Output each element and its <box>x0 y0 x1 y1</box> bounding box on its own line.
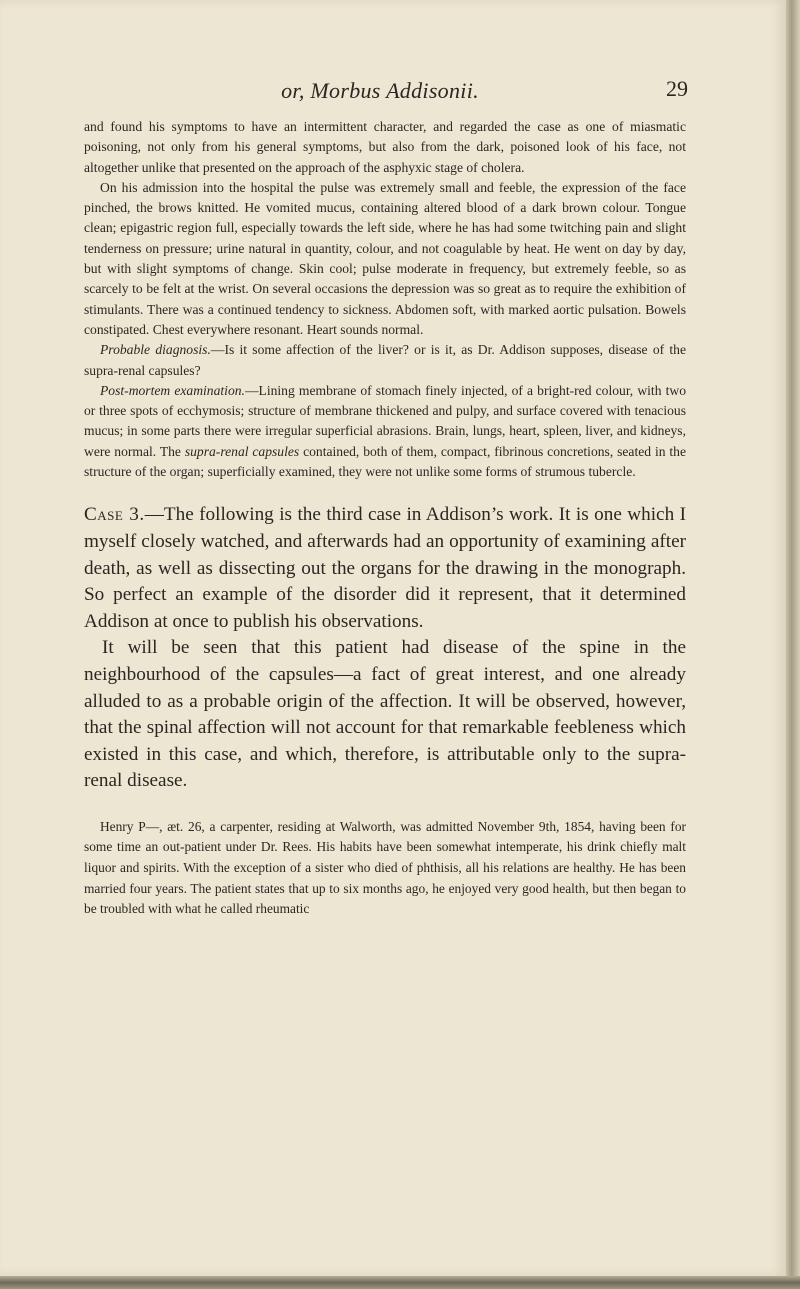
page-edge-bottom <box>0 1276 800 1289</box>
page-edge-right <box>786 0 800 1289</box>
case-3-intro-text: —The following is the third case in Addison’s work. It is one which I myself closely watched, and afterwards had an opportunity of examining after death, as well as dissecting out the organs for the drawing in the monograph. So perfect an example of the disorder did it represent, that it determined Addison at once to publish his observations. <box>84 504 687 632</box>
case-3-paragraph-2: It will be seen that this patient had disease of the spine in the neighbourhood of the capsules—a fact of great interest, and one already alluded to as a probable origin of the affection. It will be observed, however, that the spinal affection will not account for that remarkable feebleness which existed in this case, and which, therefore, is attributable only to the supra-renal disease. <box>84 637 686 792</box>
case-3-paragraph-1 <box>84 502 686 635</box>
case-2-text <box>84 117 686 482</box>
paragraph-admission: On his admission into the hospital the pulse was extremely small and feeble, the expression of the face pinched, the brows knitted. He vomited mucus, containing altered blood of a dark brown colour. Tongue clean; epigastric region full, especially towards the left side, where he has had some twitching pain and slight tenderness on pressure; urine natural in quantity, colour, and not coagulable by heat. He went on day by day, but with slight symptoms of change. Skin cool; pulse moderate in frequency, but extremely feeble, so as scarcely to be felt at the wrist. On several occasions the depression was so great as to require the exhibition of stimulants. There was a continued tendency to sickness. Abdomen soft, with marked aortic pulsation. Bowels constipated. Chest everywhere resonant. Heart sounds normal. <box>84 179 686 337</box>
diagnosis-text: —Is it some affection of the liver? or is it, as Dr. Addison supposes, disease of the supra-renal capsules? <box>84 342 686 378</box>
paragraph-history: and found his symptoms to have an intermittent character, and regarded the case as one of miasmatic poisoning, not only from his general symptoms, but also from the dark, poisoned look of his face, not altogether unlike that presented on the approach of the asphyxic stage of cholera. <box>84 119 686 175</box>
case-3-introduction <box>84 502 686 795</box>
post-mortem-text-2: contained, both of them, compact, fibrinous concretions, seated in the structure of the organ; superficially examined, they were not unlike some forms of strumous tubercle. <box>84 443 686 480</box>
paragraph-diagnosis <box>84 340 686 381</box>
post-mortem-text-1: —Lining membrane of stomach finely injected, of a bright-red colour, with two or three spots of ecchymosis; structure of membrane thickened and pulpy, and surface covered with tenacious mucus; in some parts there were irregular superficial abrasions. Brain, lungs, heart, spleen, liver, and kidneys, were normal. The <box>84 382 686 459</box>
case-3-history <box>84 817 686 920</box>
post-mortem-label: Post-mortem examination. <box>100 382 245 398</box>
supra-renal-capsules-term: supra-renal capsules <box>184 443 300 459</box>
diagnosis-label: Probable diagnosis. <box>100 342 211 358</box>
body-text <box>84 117 686 920</box>
case-3-section <box>84 502 686 920</box>
page-number: 29 <box>666 76 688 101</box>
running-title: or, Morbus Addisonii. <box>281 78 479 103</box>
case-3-patient-history: Henry P—, æt. 26, a carpenter, residing at Walworth, was admitted November 9th, 1854, having been for some time an out-patient under Dr. Rees. His habits have been somewhat intemperate, his drink chiefly malt liquor and spirits. With the exception of a sister who died of phthisis, all his relations are healthy. He has been married four years. The patient states that up to six months ago, he enjoyed very good health, but then began to be troubled with what he called rheumatic <box>84 818 686 917</box>
page-header <box>80 76 688 104</box>
paragraph-post-mortem <box>84 381 686 482</box>
case-3-label: Case 3. <box>84 504 145 526</box>
